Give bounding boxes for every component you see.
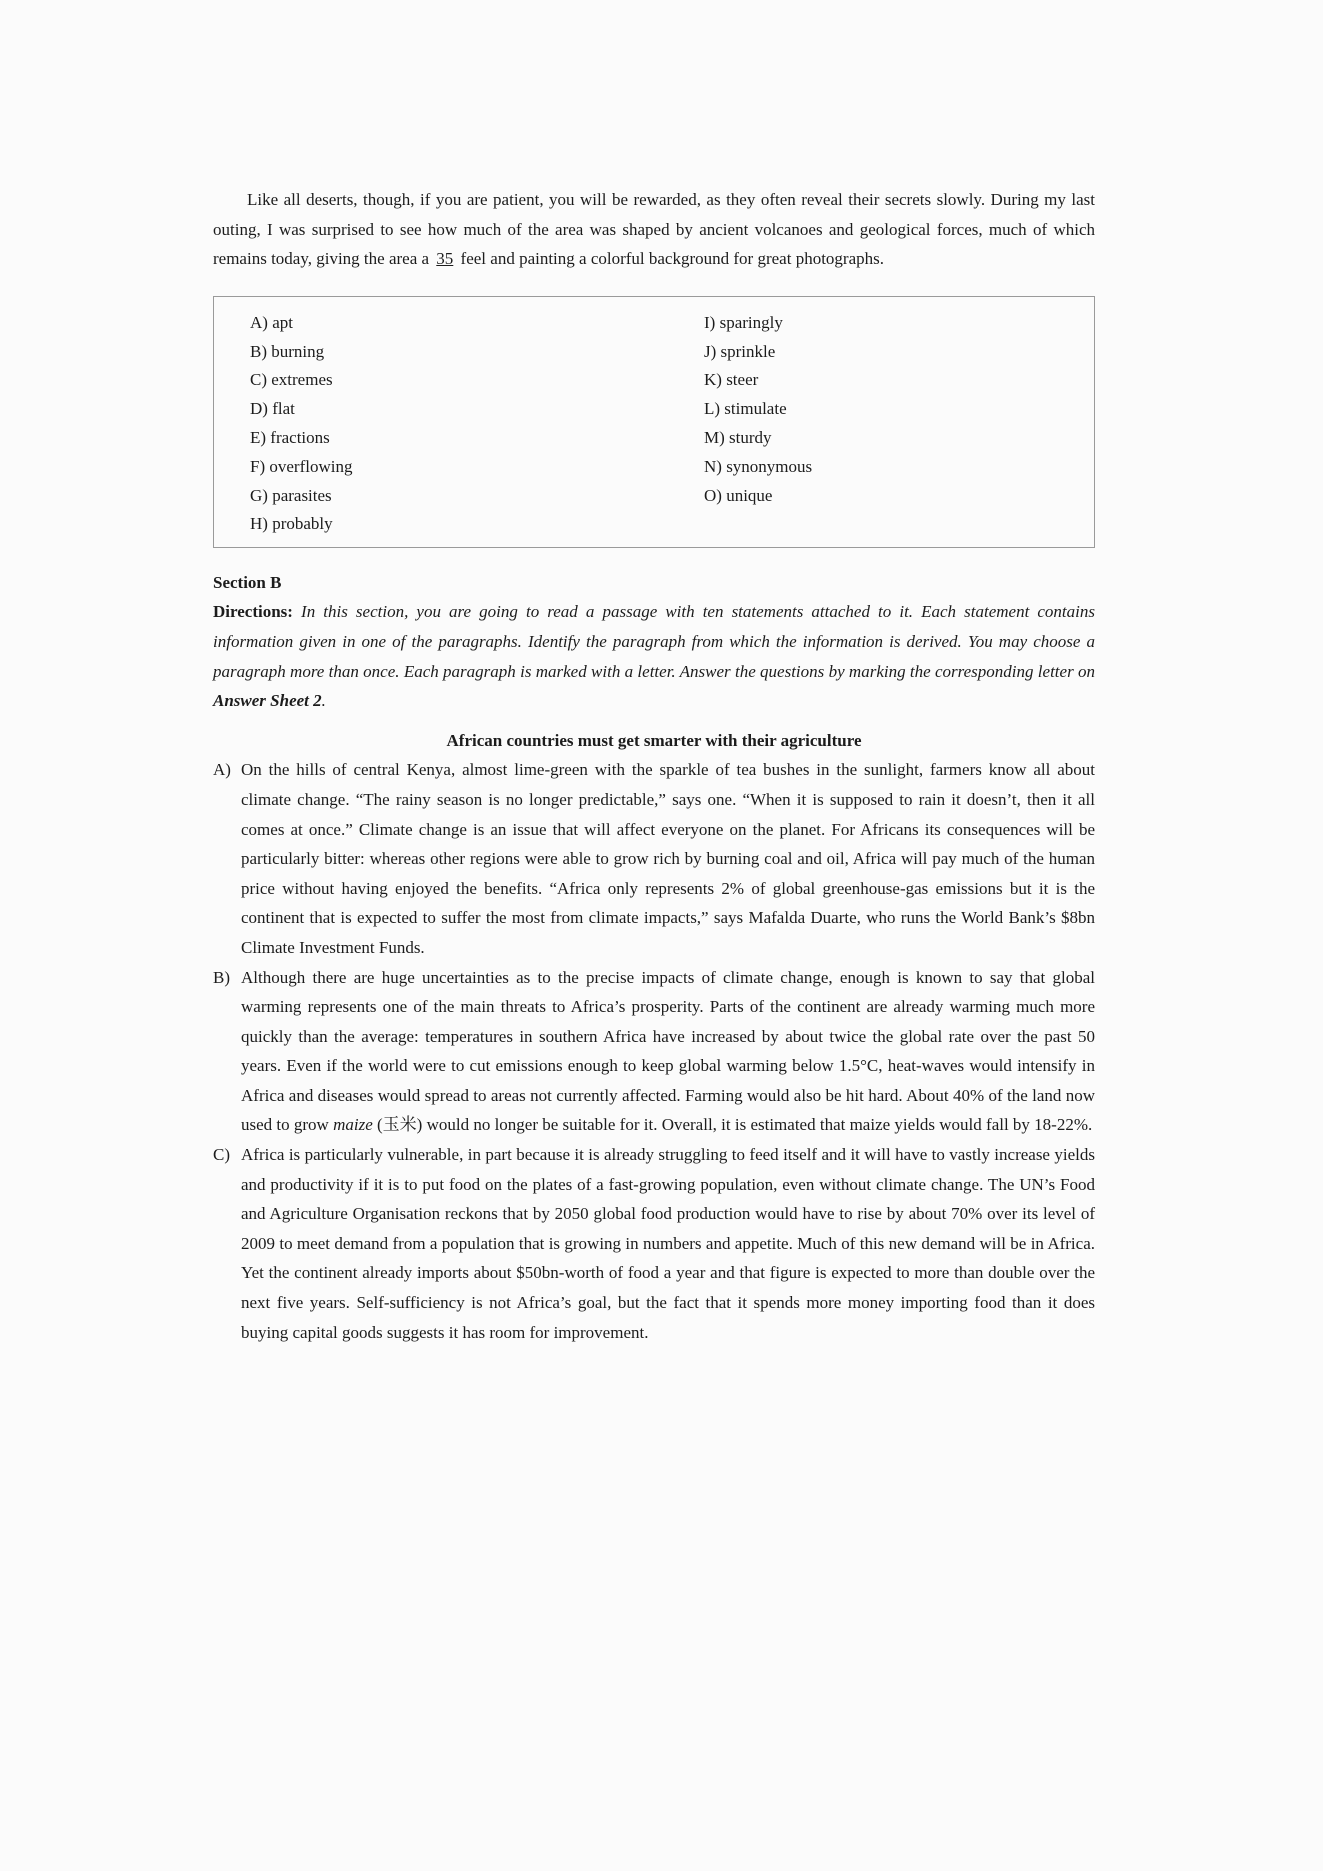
word-bank-box xyxy=(213,296,1095,548)
option-k: K) steer xyxy=(704,370,759,390)
section-b-heading: Section B xyxy=(213,572,282,592)
intro-text-after: feel and painting a colorful background for great photographs. xyxy=(456,249,884,269)
blank-35: 35 xyxy=(436,249,454,269)
option-e: E) fractions xyxy=(250,427,330,447)
option-c: C) extremes xyxy=(250,370,333,390)
directions-label: Directions: xyxy=(213,602,293,622)
option-o: O) unique xyxy=(704,485,773,505)
paragraph-text: On the hills of central Kenya, almost lime-green with the sparkle of tea bushes in the sunlight, farmers know all about climate change. “The rainy season is no longer predictable,” says one. “When it is supposed to rain it doesn’t, then it all comes at once.” Climate change is an issue that will affect everyone on the planet. For Africans its consequences will be particularly bitter: whereas other regions were able to grow rich by burning coal and oil, Africa will pay much of the human price without having enjoyed the benefits. “Africa only represents 2% of global greenhouse-gas emissions but it is the continent that is expected to suffer the most from climate impacts,” says Mafalda Duarte, who runs the World Bank’s $8bn Climate Investment Funds. xyxy=(241,760,1095,957)
paragraph-a xyxy=(213,755,1095,962)
word-bank-right-column xyxy=(704,309,812,511)
paragraph-b-text-after: (玉米) would no longer be suitable for it. Overall, it is estimated that maize yields would fall by 18-22%. xyxy=(372,1115,1093,1135)
paragraph-b xyxy=(213,963,1095,1141)
maize-term: maize xyxy=(333,1115,373,1135)
paragraph-text xyxy=(241,963,1095,1141)
intro-paragraph xyxy=(213,185,1095,274)
word-bank-left-column xyxy=(250,309,352,539)
option-i: I) sparingly xyxy=(704,312,783,332)
paragraph-letter: B) xyxy=(213,967,230,987)
page-content xyxy=(213,185,1095,1347)
option-j: J) sprinkle xyxy=(704,341,776,361)
option-g: G) parasites xyxy=(250,485,332,505)
option-a: A) apt xyxy=(250,312,293,332)
paragraph-c xyxy=(213,1140,1095,1347)
paragraph-b-text-before: Although there are huge uncertainties as to the precise impacts of climate change, enough is known to say that global warming represents one of the main threats to Africa’s prosperity. Parts of the continent are already warming much more quickly than the average: temperatures in southern Africa have increased by about twice the global rate over the past 50 years. Even if the world were to cut emissions enough to keep global warming below 1.5°C, heat-waves would intensify in Africa and diseases would spread to areas not currently affected. Farming would also be hit hard. About 40% of the land now used to grow xyxy=(241,967,1095,1135)
option-f: F) overflowing xyxy=(250,456,353,476)
intro-text-before: Like all deserts, though, if you are patient, you will be rewarded, as they often reveal their secrets slowly. During my last outing, I was surprised to see how much of the area was shaped by ancient volcanoes and geological forces, much of which remains today, giving the area a xyxy=(213,190,1095,269)
directions-text: In this section, you are going to read a passage with ten statements attached to it. Each statement contains information given in one of the paragraphs. Identify the paragraph from which the information is derived. You may choose a paragraph more than once. Each paragraph is marked with a letter. Answer the questions by marking the corresponding letter on xyxy=(213,602,1095,681)
section-b-directions xyxy=(213,597,1095,715)
passage-title: African countries must get smarter with their agriculture xyxy=(446,730,862,750)
paragraph-letter: C) xyxy=(213,1145,230,1165)
paragraph-letter: A) xyxy=(213,760,231,780)
option-l: L) stimulate xyxy=(704,399,787,419)
option-m: M) sturdy xyxy=(704,427,772,447)
option-h: H) probably xyxy=(250,514,333,534)
option-d: D) flat xyxy=(250,399,295,419)
option-b: B) burning xyxy=(250,341,325,361)
directions-period: . xyxy=(321,691,326,711)
answer-sheet-ref: Answer Sheet 2 xyxy=(213,691,322,711)
option-n: N) synonymous xyxy=(704,456,813,476)
paragraph-text: Africa is particularly vulnerable, in part because it is already struggling to feed itself and it will have to vastly increase yields and productivity if it is to put food on the plates of a fast-growing population, even without climate change. The UN’s Food and Agriculture Organisation reckons that by 2050 global food production would have to rise by about 70% over its level of 2009 to meet demand from a population that is growing in numbers and appetite. Much of this new demand will be in Africa. Yet the continent already imports about $50bn-worth of food a year and that figure is expected to more than double over the next five years. Self-sufficiency is not Africa’s goal, but the fact that it spends more money importing food than it does buying capital goods suggests it has room for improvement. xyxy=(241,1145,1095,1342)
